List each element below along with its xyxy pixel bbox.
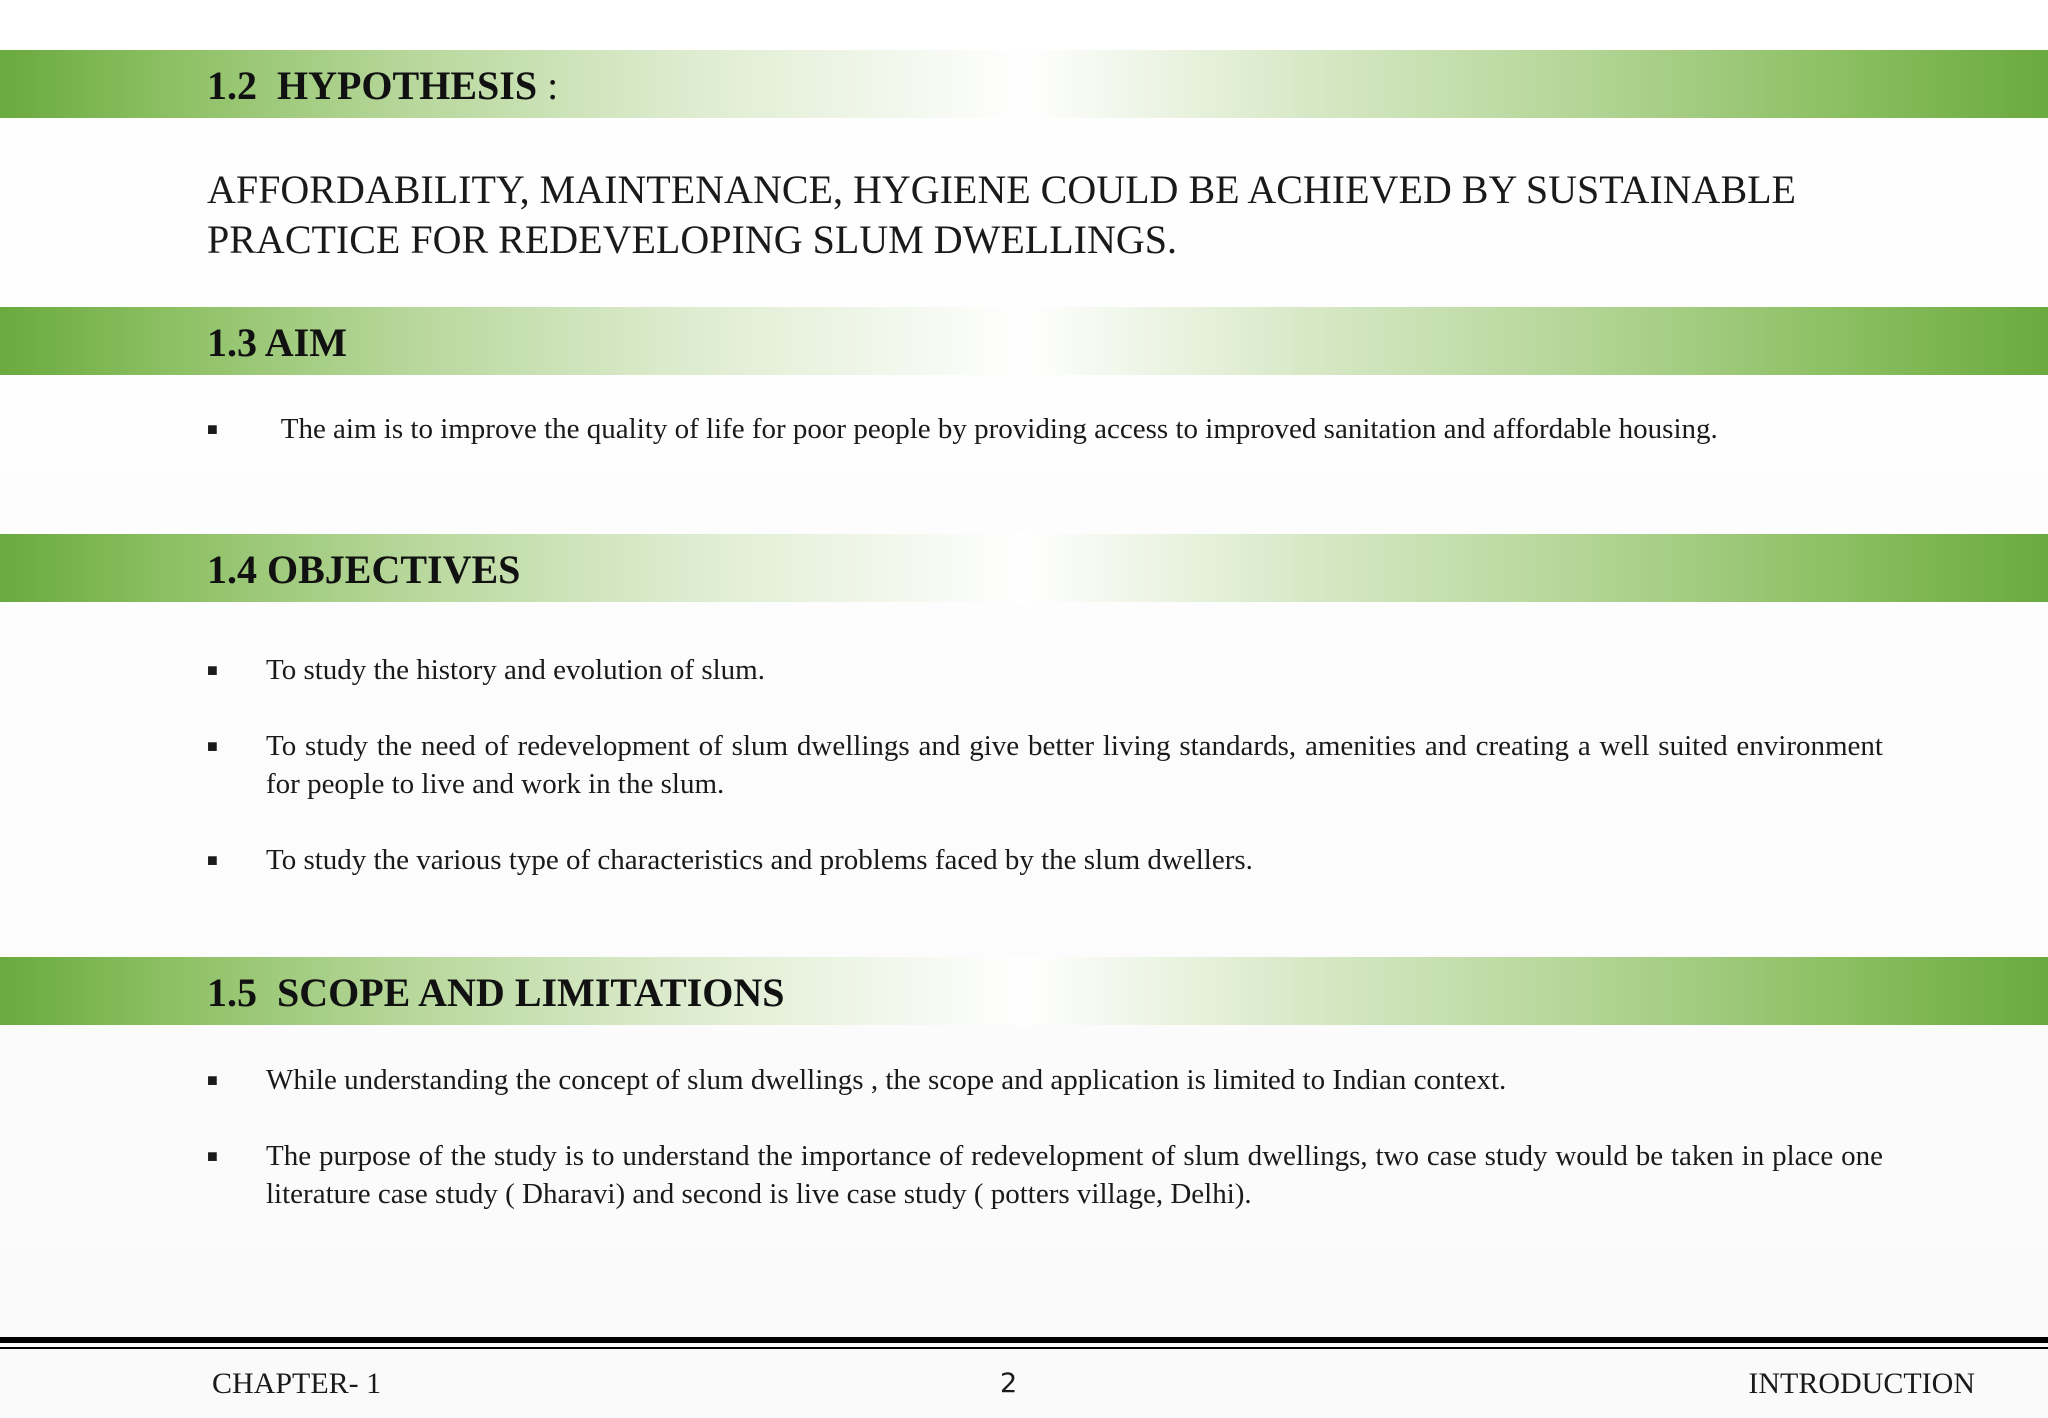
- hypothesis-statement: AFFORDABILITY, MAINTENANCE, HYGIENE COULD BE ACHIEVED BY SUSTAINABLE PRACTICE FOR REDEVELOPING SLUM DWELLINGS.: [207, 167, 1796, 262]
- objective-item-text: To study the various type of characteristics and problems faced by the slum dwellers.: [266, 844, 1253, 876]
- objective-item-3: [207, 841, 1883, 879]
- objective-item-text: To study the history and evolution of slum.: [266, 654, 765, 686]
- bullet-square-icon: ■: [207, 1146, 218, 1166]
- section-band-scope: [0, 957, 2048, 1025]
- footer-section-title: INTRODUCTION: [1748, 1367, 1975, 1400]
- bullet-square-icon: ■: [207, 1070, 218, 1090]
- aim-item: [207, 410, 1883, 448]
- section-band-aim: [0, 307, 2048, 375]
- scope-item-2: [207, 1137, 1883, 1213]
- scope-item-text: The purpose of the study is to understand the importance of redevelopment of slum dwellings, two case study would be taken in place one literature case study ( Dharavi) and second is live case study ( potters village, Delhi).: [266, 1140, 1883, 1210]
- bullet-square-icon: ■: [207, 419, 218, 439]
- section-band-objectives: [0, 534, 2048, 602]
- objective-item-text: To study the need of redevelopment of slum dwellings and give better living standards, amenities and creating a well suited environment for people to live and work in the slum.: [266, 730, 1883, 800]
- footer-rule-thin: [0, 1347, 2048, 1349]
- bullet-square-icon: ■: [207, 660, 218, 680]
- page-number: 2: [1000, 1368, 1018, 1399]
- section-heading-objectives: 1.4 OBJECTIVES: [207, 547, 521, 592]
- scope-item-text: While understanding the concept of slum dwellings , the scope and application is limited to Indian context.: [266, 1064, 1507, 1096]
- bullet-square-icon: ■: [207, 736, 218, 756]
- section-heading-aim: 1.3 AIM: [207, 320, 347, 365]
- section-band-hypothesis: [0, 50, 2048, 118]
- objective-item-1: [207, 651, 1883, 689]
- heading-colon: :: [537, 63, 559, 108]
- objective-item-2: [207, 727, 1883, 803]
- section-heading-scope: 1.5 SCOPE AND LIMITATIONS: [207, 970, 785, 1015]
- footer-chapter: CHAPTER- 1: [212, 1367, 382, 1400]
- footer-rule: [0, 1337, 2048, 1343]
- section-heading-hypothesis: 1.2 HYPOTHESIS :: [207, 63, 559, 108]
- aim-item-text: The aim is to improve the quality of life for poor people by providing access to improved sanitation and affordable housing.: [274, 413, 1718, 445]
- bullet-square-icon: ■: [207, 850, 218, 870]
- scope-item-1: [207, 1061, 1883, 1099]
